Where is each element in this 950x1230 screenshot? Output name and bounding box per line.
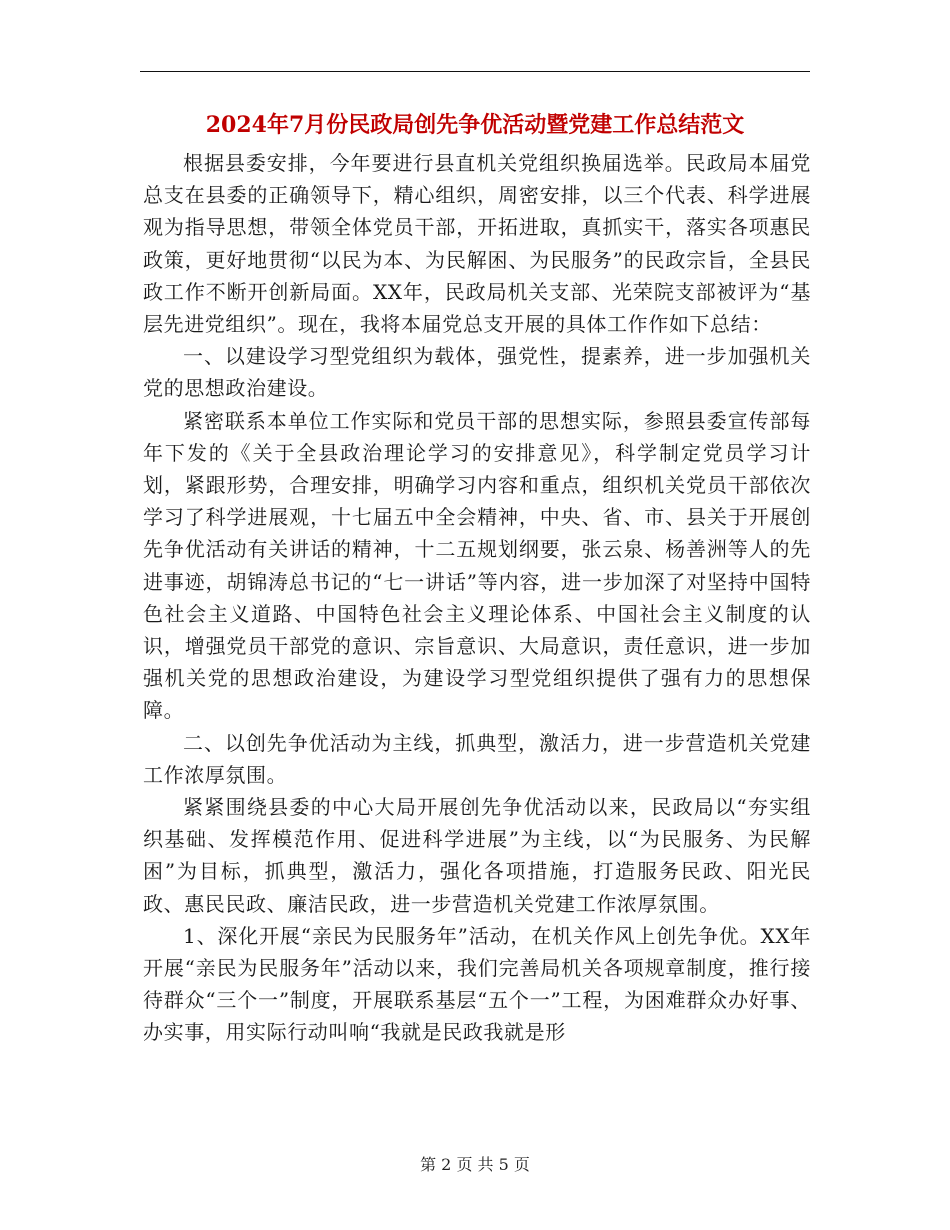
paragraph-intro: 根据县委安排，今年要进行县直机关党组织换届选举。民政局本届党总支在县委的正确领导下，精心组织，周密安排，以三个代表、科学进展观为指导思想，带领全体党员干部，开拓进取，真抓实干，落实各项惠民政策，更好地贯彻“以民为本、为民解困、为民服务”的民政宗旨，全县民政工作不断开创新局面。XX年，民政局机关支部、光荣院支部被评为“基层先进党组织”。现在，我将本届党总支开展的具体工作作如下总结：: [143, 151, 811, 337]
document-title: 2024年7月份民政局创先争优活动暨党建工作总结范文: [205, 112, 745, 138]
header-rule: [140, 71, 810, 72]
page-number: 第 2 页 共 5 页: [420, 1155, 530, 1174]
document-body: [143, 147, 811, 1049]
paragraph-section-1: 紧密联系本单位工作实际和党员干部的思想实际，参照县委宣传部每年下发的《关于全县政治理论学习的安排意见》，科学制定党员学习计划，紧跟形势，合理安排，明确学习内容和重点，组织机关党员干部依次学习了科学进展观，十七届五中全会精神，中央、省、市、县关于开展创先争优活动有关讲话的精神，十二五规划纲要，张云泉、杨善洲等人的先进事迹，胡锦涛总书记的“七一讲话”等内容，进一步加深了对坚持中国特色社会主义道路、中国特色社会主义理论体系、中国社会主义制度的认识，增强党员干部党的意识、宗旨意识、大局意识，责任意识，进一步加强机关党的思想政治建设，为建设学习型党组织提供了强有力的思想保障。: [143, 408, 811, 723]
paragraph-item-1: 1、深化开展“亲民为民服务年”活动，在机关作风上创先争优。XX年开展“亲民为民服务年”活动以来，我们完善局机关各项规章制度，推行接待群众“三个一”制度，开展联系基层“五个一”工程，为困难群众办好事、办实事，用实际行动叫响“我就是民政我就是形: [143, 923, 811, 1045]
section-heading-1: 一、以建设学习型党组织为载体，强党性，提素养，进一步加强机关党的思想政治建设。: [143, 344, 811, 401]
paragraph-section-2: 紧紧围绕县委的中心大局开展创先争优活动以来，民政局以“夯实组织基础、发挥模范作用、促进科学进展”为主线，以“为民服务、为民解困”为目标，抓典型，激活力，强化各项措施，打造服务民政、阳光民政、惠民民政、廉洁民政，进一步营造机关党建工作浓厚氛围。: [143, 795, 811, 916]
section-heading-2: 二、以创先争优活动为主线，抓典型，激活力，进一步营造机关党建工作浓厚氛围。: [143, 730, 811, 787]
